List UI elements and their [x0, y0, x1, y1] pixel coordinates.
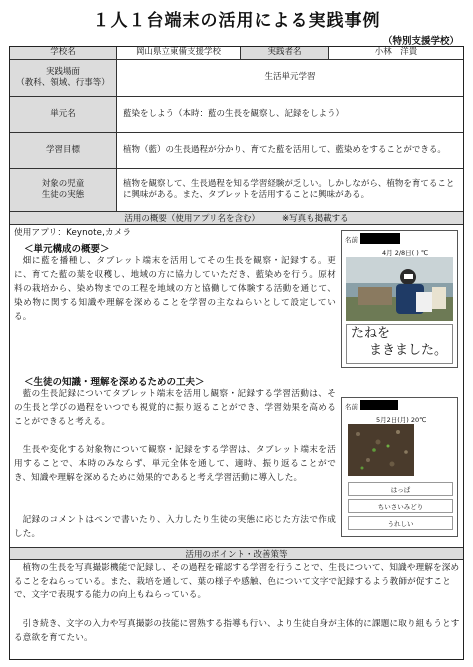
heading-unit-structure: ＜単元構成の概要＞: [24, 244, 110, 255]
scene-label-main: 実践場面: [45, 66, 80, 77]
para-understanding-1: 藍の生長記録についてタブレット端末を活用し観察・記録する学習活動は、その生長と学びの過程をいつでも視覚的に振り返ることができ、学習効果を高めることができると考える。: [14, 389, 336, 427]
para-understanding-2: 生長や変化する対象物について観察・記録をする学習は、タブレット端末を活用することで、本時のみならず、単元全体を通して、適時、振り返ることができ、知識や理解を深めるために効果的であると考え学習活動に導入した。: [14, 445, 336, 483]
target-label: [10, 169, 117, 211]
practitioner-label: 実践者名: [241, 47, 329, 59]
school-value: 岡山県立東備支援学校: [117, 47, 241, 59]
target-label-line1: 対象の児童: [41, 178, 85, 189]
page-subtitle: （特別支援学校）: [382, 36, 459, 47]
goal-value: 植物（藍）の生長過程が分かり、育てた藍を活用して、藍染めをすることができる。: [123, 144, 446, 155]
overview-bar: [10, 212, 463, 225]
scene-label: [10, 60, 117, 96]
handwriting-line1: たねを: [351, 326, 391, 341]
target-label-line2: 生徒の実態: [41, 190, 85, 200]
heading-understanding: ＜生徒の知識・理解を深めるための工夫＞: [24, 377, 205, 388]
points-para-2: 引き続き、文字の入力や写真撮影の技能に習熟する指導も行い、より生徒自身が主体的に課題に取り組もうとする意欲を育てたい。: [14, 619, 460, 643]
option-small-green: ちいさいみどり: [348, 499, 453, 513]
photo1-date: 4月 2/8日( ) ℃: [382, 249, 429, 257]
points-para-1: 植物の生長を写真撮影機能で記録し、その過程を確認する学習を行うことで、生長について、知識や理解を深めることをねらっている。また、栽培を通して、葉の様子や感触、色について文字で記録するよう教師が促すことで、文字で表現する能力の向上もねらっている。: [14, 563, 460, 601]
practitioner-value: 小林 洋貴: [374, 47, 418, 58]
handwritten-comment: [346, 324, 453, 364]
target-row: [10, 169, 463, 212]
goal-row: [10, 133, 463, 169]
unit-row: [10, 97, 463, 133]
points-bar: [10, 547, 463, 560]
photo2-name-label: 名前: [345, 403, 358, 411]
app-line: 使用アプリ：Keynote,カメラ: [14, 228, 132, 238]
para-unit-structure: 畑に藍を播種し、タブレット端末を活用してその生長を観察・記録する。更に、育てた藍の葉を収穫し、地域の方に協力していただき、藍染めを行う。原材料の栽培から、染め物までの工程を地域の方と協働して体験する活動を通じて、染め物に関する知識や理解を深めることを学習の主なねらいとして設定している。: [14, 256, 336, 322]
target-value: 植物を観察して、生長過程を知る学習経験が乏しい。しかしながら、植物を育てることに興味がある。また、タブレットを活用することに興味がある。: [123, 178, 455, 200]
scene-label-sub: （教科、領域、行事等）: [16, 78, 110, 88]
page-title: １人１台端末の活用による実践事例: [92, 11, 381, 31]
option-happy: うれしい: [348, 516, 453, 530]
photo1-name-label: 名前: [345, 236, 358, 244]
photo-card-sprout: [341, 397, 458, 537]
scene-value: 生活単元学習: [264, 72, 316, 83]
photo-soil-sprouts: [348, 424, 414, 476]
school-row: [10, 47, 463, 60]
option-leaf: はっぱ: [348, 482, 453, 496]
photo2-date: 5月2日(月) 20℃: [376, 416, 427, 424]
unit-label: 単元名: [10, 97, 117, 132]
photo-card-seeding: [341, 230, 458, 368]
photo-student-planting: [346, 257, 453, 321]
para-understanding-3: 記録のコメントはペンで書いたり、入力したり生徒の実態に応じた方法で作成した。: [14, 515, 336, 539]
redacted-name: [360, 233, 400, 244]
points-bar-label: 活用のポイント・改善策等: [185, 549, 288, 560]
handwriting-line2: まきました。: [369, 343, 448, 358]
overview-bar-note: ※写真も掲載する: [282, 214, 349, 224]
goal-label: 学習目標: [10, 133, 117, 168]
scene-row: [10, 60, 463, 97]
redacted-name-2: [360, 400, 398, 410]
school-label: 学校名: [10, 47, 117, 59]
practice-sheet: [9, 46, 464, 660]
overview-bar-label: 活用の概要（使用アプリ名を含む）: [124, 214, 261, 224]
unit-value: 藍染をしよう（本時：藍の生長を観察し、記録をしよう）: [123, 108, 345, 119]
